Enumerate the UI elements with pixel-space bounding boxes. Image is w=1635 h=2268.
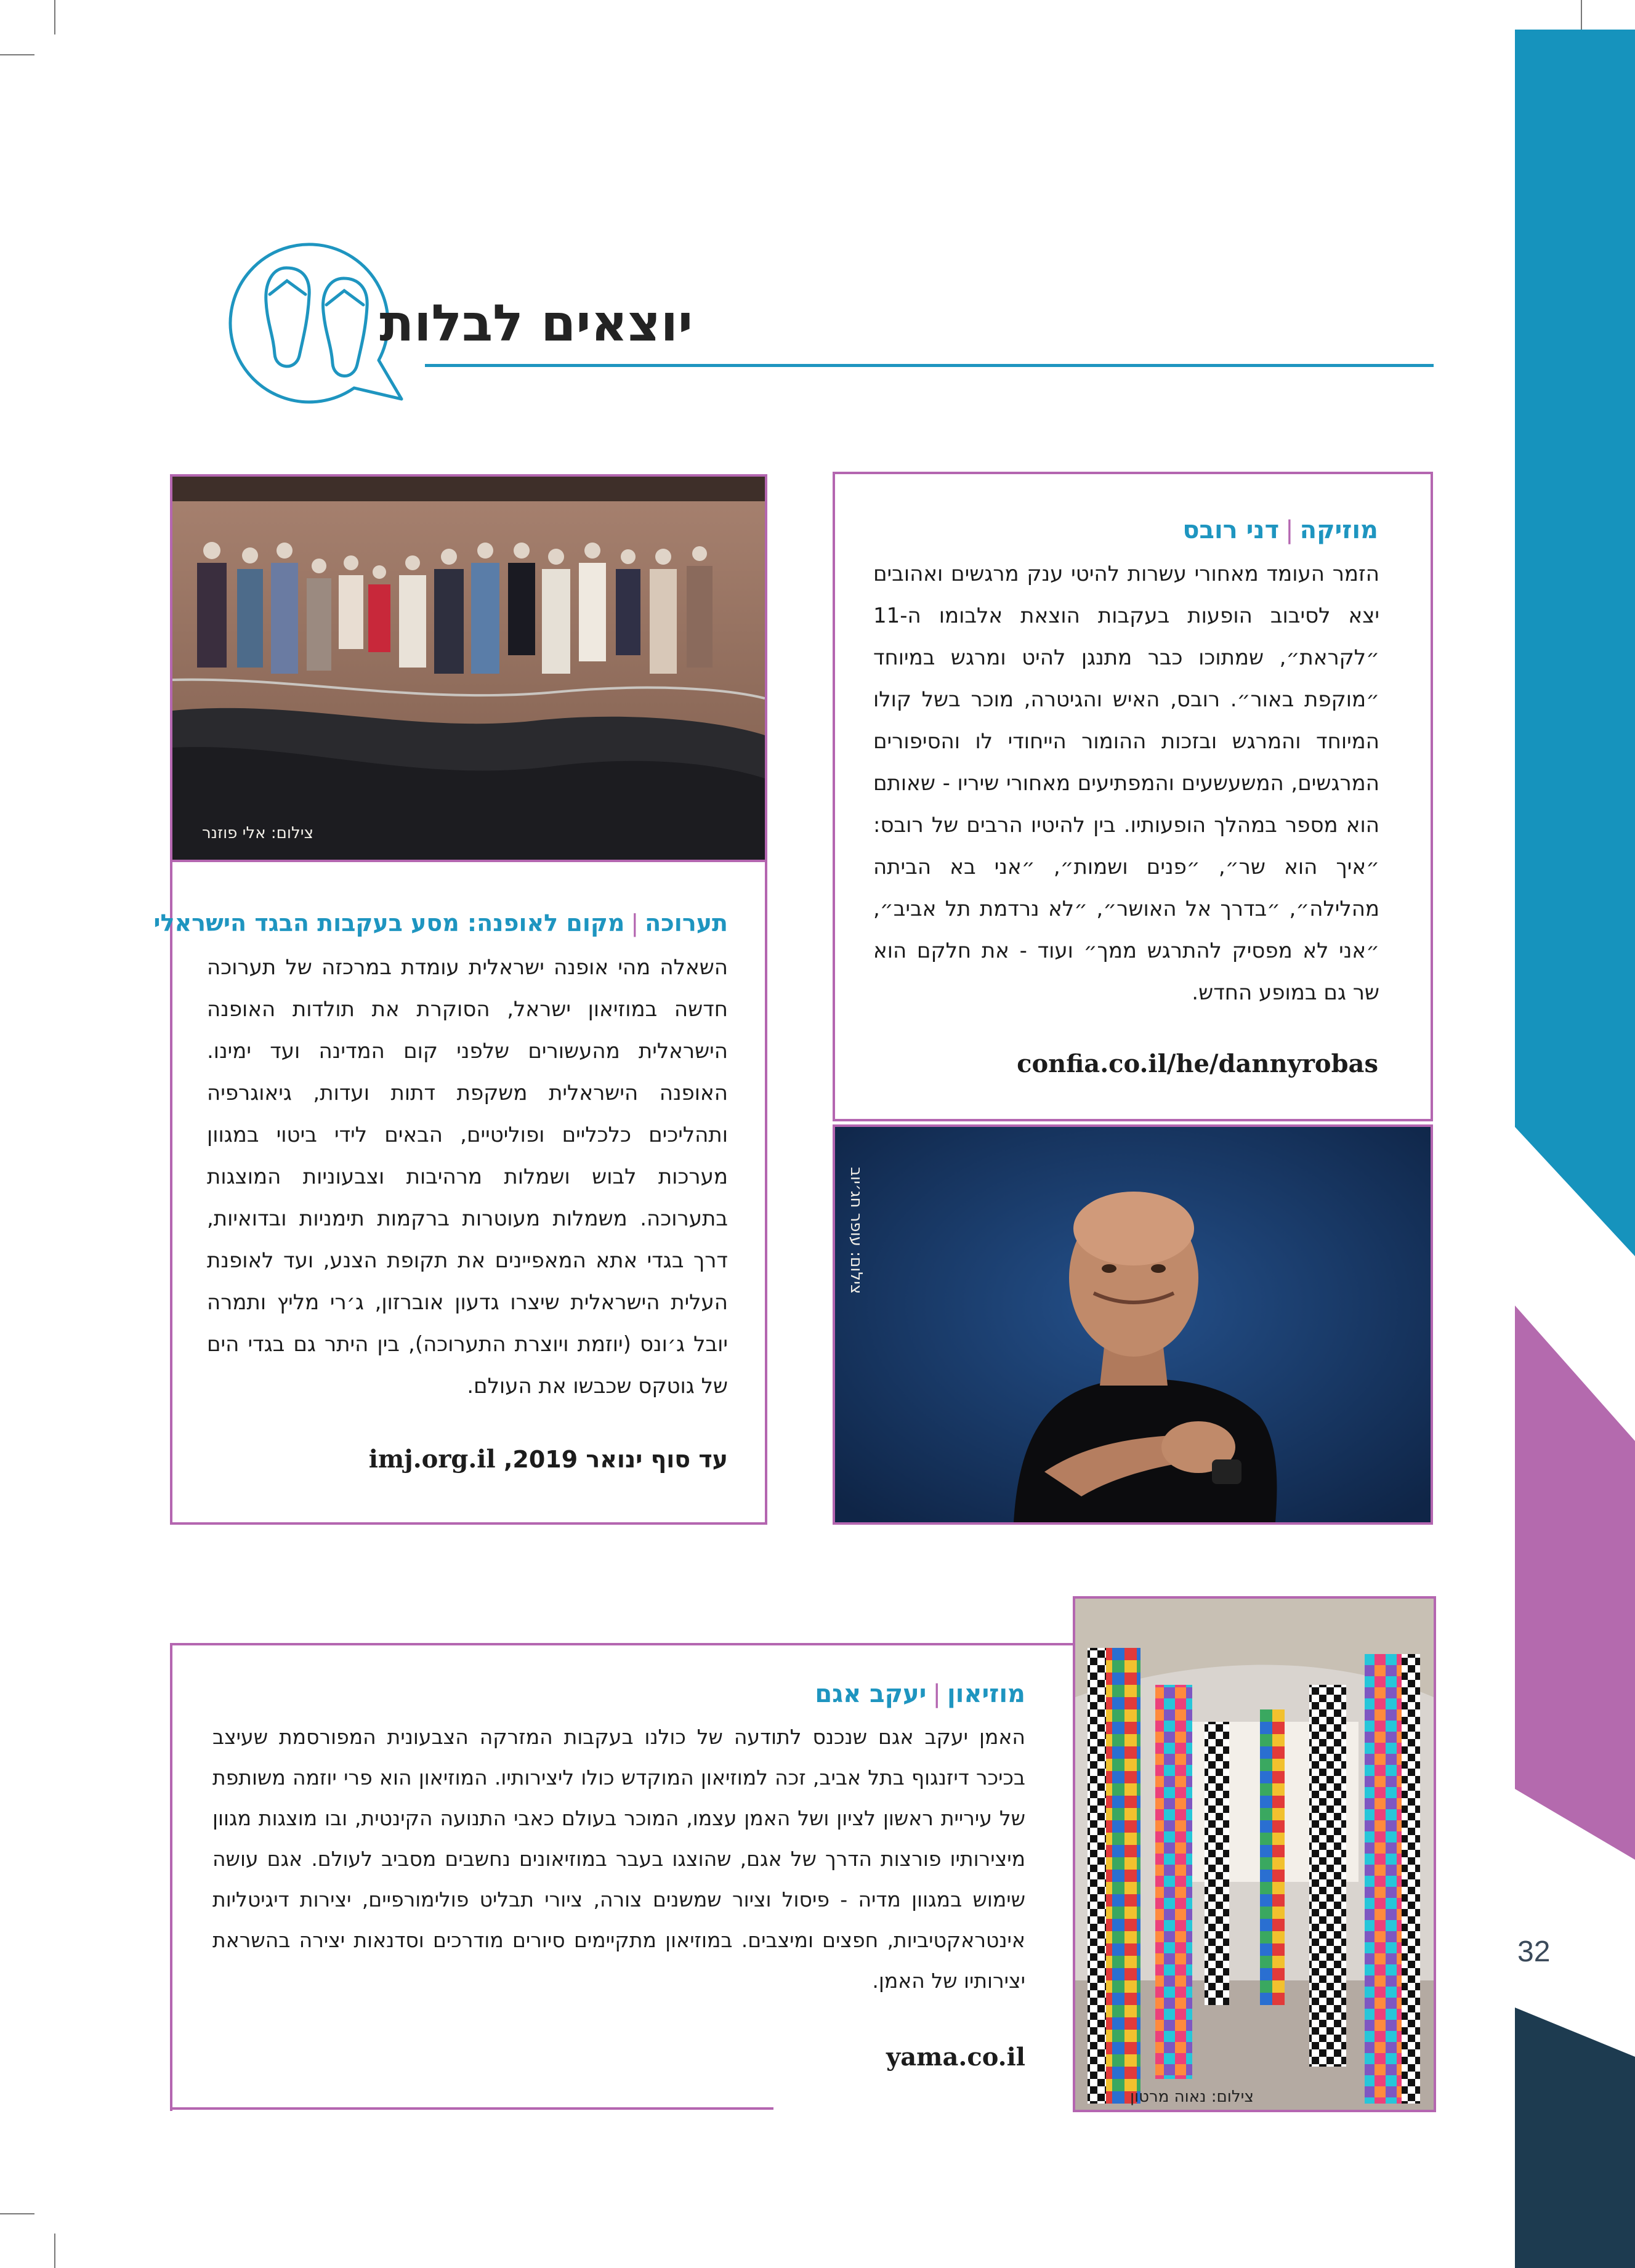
heading-separator: | (1285, 516, 1294, 544)
music-text: הזמר העומד מאחורי עשרות להיטי ענק מרגשים ואהובים יצא לסיבוב הופעות בעקבות הוצאת אלבומו ה-11 ״לקראת״, שמתוכו כבר מתנגן להיט ומרגש במיוחד ״מוקפת באור״. רובס, האיש והגיטרה, מוכר בשל קולו המיוחד והמרגש ובזכות ההומור הייחודי לו והסיפורים המרגשים, המשעשעים והמפתיעים מאחורי שיריו - שאותם הוא מספר במהלך הופעותיו. בין להיטיו הרבים של רובס: ״איך הוא שר״, ״פנים ושמות״, ״אני בא הביתה מהלילה״, ״בדרך אל האושר״, ״לא נרדמת תל אביב״, ״אני לא מפסיק להתרגש ממך״ ועוד - את חלקם הוא שר גם במופע החדש. (873, 562, 1379, 1005)
exhibition-category: תערוכה (645, 910, 728, 937)
edge-color-band (1515, 0, 1635, 2268)
museum-photo-art (1075, 1599, 1434, 2110)
exhibition-date: עד סוף ינואר 2019, (503, 1446, 728, 1473)
museum-bottom-rule (170, 2107, 773, 2110)
exhibition-date-line (369, 1445, 728, 1474)
crop-mark (54, 2234, 55, 2268)
page-title: יוצאים לבלות (379, 294, 693, 353)
museum-photo-credit: צילום: נאוה מרטון (1130, 2088, 1254, 2106)
heading-separator: | (932, 1680, 941, 1708)
exhibition-text: השאלה מהי אופנה ישראלית עומדת במרכזה של תערוכה חדשה במוזיאון ישראל, הסוקרת את תולדות האופנה הישראלית מהעשורים שלפני קום המדינה ועד ימינו. האופנה הישראלית משקפת דתות ועדות, גיאוגרפיה ותהליכים כלכליים ופוליטיים, הבאים לידי ביטוי במגוון מערכות לבוש ושמלות מרהיבות וצבעוניות המוצגות בתערוכה. משמלות מעוטרות ברקמות תימניות ובדואיות, דרך בגדי אתא המאפיינים את תקופת הצנע, ועד לאופנת העלית הישראלית שיצרו גדעון אוברזון, ג׳רי מליץ ותמרה יובל ג׳ונס (יוזמת ויוצרת התערוכה), בין היתר גם בגדי הים של גוטקס שכבשו את העולם. (207, 955, 728, 1398)
music-category: מוזיקה (1299, 516, 1378, 544)
museum-category: מוזיאון (947, 1680, 1025, 1708)
museum-photo (1073, 1596, 1436, 2112)
exhibition-photo-credit: צילום: אלי פוזנר (202, 824, 314, 842)
music-link[interactable]: confia.co.il/he/dannyrobas (1017, 1049, 1378, 1078)
museum-text: האמן יעקב אגם שנכנס לתודעה של כולנו בעקבות המזרקה הצבעונית המפורסמת שעיצב בכיכר דיזנגוף בתל אביב, זכה למוזיאון המוקדש כולו ליצירותיו. המוזיאון הוא פרי יוזמה משותפת של עיריית ראשון לציון ושל האמן עצמו, המוכר בעולם כאבי התנועה הקינטית, ובו מוצגות מגוון מיצירותיו פורצות הדרך של אגם, שהוצגו בעבר במוזיאונים נחשבים מסביב לעולם. אגם עושה שימוש במגוון מדיה - פיסול וציור שמשנים צורה, ציורי תבליט פולימורפיים, יצירות דיגיטליות אינטראקטיביות, חפצים ומיצבים. במוזיאון מתקיימים סיורים מודרכים וסדנאות יצירה בהשראת יצירותיו של האמן. (212, 1725, 1025, 1993)
exhibition-link[interactable]: imj.org.il (368, 1445, 496, 1474)
museum-link[interactable]: yama.co.il (886, 2043, 1025, 2072)
music-name: דני רובס (1182, 516, 1280, 544)
singer-photo-credit: צילום: עופר חג׳יוב (847, 1167, 865, 1294)
crop-mark (54, 0, 55, 34)
crop-mark (0, 2213, 34, 2214)
museum-heading (815, 1680, 1025, 1708)
music-heading (1182, 516, 1378, 544)
singer-photo-art (835, 1127, 1431, 1522)
title-rule (425, 364, 1434, 367)
exhibition-name: מקום לאופנה: מסע בעקבות הבגד הישראלי (153, 910, 625, 937)
museum-name: יעקב אגם (815, 1680, 927, 1708)
heading-separator: | (631, 910, 639, 937)
exhibition-heading (153, 910, 728, 937)
singer-photo (833, 1124, 1433, 1525)
crop-mark (0, 54, 34, 55)
exhibition-photo-art (172, 477, 765, 860)
page-number: 32 (1517, 1935, 1551, 1968)
exhibition-photo (170, 474, 767, 862)
